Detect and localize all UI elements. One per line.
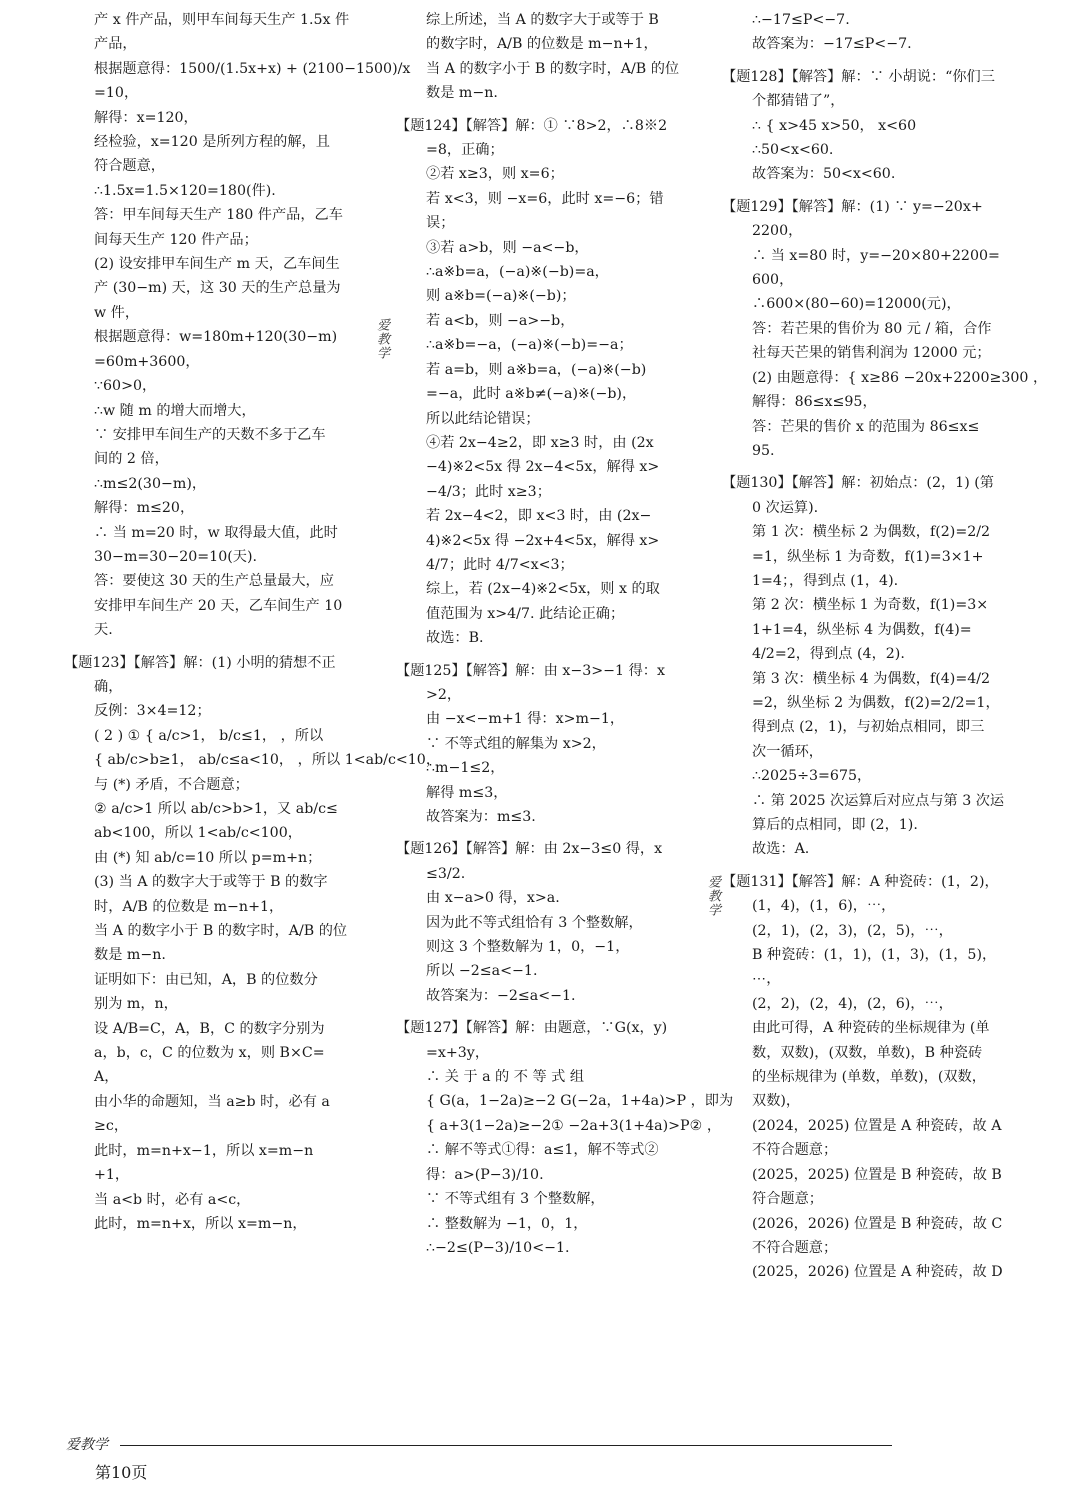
- text-line: 间每天生产 120 件产品；: [94, 231, 258, 248]
- text-line: ∴−2≤(P−3)/10<−1.: [426, 1239, 570, 1256]
- text-line: (1，4)，(1，6)，⋯，: [752, 898, 896, 915]
- footer-divider: [120, 1445, 892, 1446]
- text-line: ∴600×(80−60)=12000(元)，: [752, 296, 961, 313]
- text-line: ∴ 当 m=20 时，w 取得最大值，此时: [94, 524, 338, 541]
- text-line: =−a，此时 a※b≠(−a)※(−b)，: [426, 386, 637, 403]
- text-line: 确，: [94, 678, 123, 695]
- text-line: 若 2x−4<2，即 x<3 时，由 (2x−: [426, 508, 652, 525]
- text-line: ∴ { x>45 x>50， x<60: [752, 117, 917, 134]
- text-line: 算后的点相同，即 (2，1).: [752, 817, 918, 833]
- text-line: +1，: [94, 1167, 130, 1184]
- text-line: =8，正确；: [426, 142, 504, 159]
- text-line: 解得：86≤x≤95，: [752, 394, 877, 411]
- text-line: 答：甲车间每天生产 180 件产品，乙车: [94, 207, 343, 224]
- text-line: 的坐标规律为 (单数，单数)，(双数，: [752, 1069, 986, 1086]
- text-line: 符合题意；: [752, 1191, 823, 1208]
- text-line: =60m+3600，: [94, 353, 200, 370]
- question-heading: 【题123】【解答】解：(1) 小明的猜想不正: [64, 654, 336, 671]
- text-line: 综上所述，当 A 的数字大于或等于 B: [426, 12, 659, 28]
- text-line: =1，纵坐标 1 为奇数，f(1)=3×1+: [752, 548, 984, 565]
- text-line: 经检验，x=120 是所列方程的解，且: [94, 134, 330, 151]
- text-line: 的数字时，A/B 的位数是 m−n+1，: [426, 36, 658, 53]
- text-line: ∴w 随 m 的增大而增大，: [94, 402, 256, 419]
- text-line: 解得：m≤20，: [94, 500, 195, 517]
- text-line: { G(a，1−2a)≥−2 G(−2a，1+4a)>P ，即为: [426, 1093, 734, 1110]
- text-line: 所以此结论错误；: [426, 410, 540, 427]
- question-heading: 【题130】【解答】解：初始点：(2，1) (第: [722, 475, 994, 492]
- text-line: ( 2 ) ① { a/c>1， b/c≤1， ，所以: [94, 727, 324, 744]
- text-line: (2024，2025) 位置是 A 种瓷砖，故 A: [752, 1117, 1002, 1134]
- text-line: =2，纵坐标 2 为偶数，f(2)=2/2=1，: [752, 694, 1000, 711]
- text-line: 此时，m=n+x，所以 x=m−n，: [94, 1215, 307, 1232]
- text-line: 若 x<3，则 −x=6，此时 x=−6；错: [426, 190, 664, 207]
- question-heading: 【题127】【解答】解：由题意，∵G(x，y): [396, 1020, 668, 1037]
- question-heading: 【题131】【解答】解：A 种瓷砖：(1，2)，: [722, 873, 999, 890]
- text-line: 不符合题意；: [752, 1239, 838, 1256]
- text-line: ∴ 关 于 a 的 不 等 式 组: [426, 1069, 585, 1086]
- text-line: 第 3 次：横坐标 4 为偶数，f(4)=4/2: [752, 670, 991, 687]
- text-line: ∴m≤2(30−m)，: [94, 475, 207, 492]
- text-line: =x+3y，: [426, 1044, 490, 1061]
- column-right: [722, 8, 1048, 1285]
- text-line: 若 a<b，则 −a>−b，: [426, 312, 575, 329]
- text-line: 由小华的命题知，当 a≥b 时，必有 a: [94, 1093, 330, 1110]
- text-line: 产 x 件产品，则甲车间每天生产 1.5x 件: [94, 12, 350, 28]
- text-line: 综上，若 (2x−4)※2<5x，则 x 的取: [426, 581, 660, 598]
- text-line: ∵ 安排甲车间生产的天数不多于乙车: [94, 426, 326, 443]
- text-line: 95.: [752, 442, 775, 459]
- text-line: 别为 m，n，: [94, 996, 178, 1013]
- text-line: 若 a=b，则 a※b=a，(−a)※(−b): [426, 361, 647, 378]
- watermark-right: 爱教学: [705, 875, 720, 917]
- text-line: 此时，m=n+x−1，所以 x=m−n: [94, 1142, 314, 1159]
- text-line: { a+3(1−2a)≥−2① −2a+3(1+4a)>P② ，: [426, 1117, 722, 1134]
- watermark-left: 爱教学: [374, 318, 389, 360]
- text-line: 得到点 (2，1)，与初始点相同，即三: [752, 719, 985, 736]
- text-line: 则 a※b=(−a)※(−b)；: [426, 288, 576, 305]
- text-line: ∴ 第 2025 次运算后对应点与第 3 次运: [752, 792, 1005, 809]
- text-line: B 种瓷砖：(1，1)，(1，3)，(1，5)，: [752, 947, 997, 964]
- text-line: (3) 当 A 的数字大于或等于 B 的数字: [94, 874, 328, 891]
- text-line: 符合题意，: [94, 158, 165, 175]
- text-line: 4/2=2，得到点 (4，2).: [752, 646, 905, 663]
- text-line: (2025，2026) 位置是 A 种瓷砖，故 D: [752, 1264, 1003, 1281]
- question-heading: 【题124】【解答】解：① ∵8>2，∴8※2: [396, 117, 668, 134]
- text-line: ⋯，: [752, 971, 781, 988]
- text-line: −4/3；此时 x≥3；: [426, 483, 551, 500]
- text-line: 时，A/B 的位数是 m−n+1，: [94, 898, 284, 915]
- text-line: ∵ 不等式组有 3 个整数解，: [426, 1191, 605, 1208]
- text-line: 由此可得，A 种瓷砖的坐标规律为 (单: [752, 1020, 990, 1037]
- text-line: ≥c，: [94, 1118, 129, 1135]
- text-line: 600，: [752, 272, 794, 289]
- text-line: 不符合题意；: [752, 1142, 838, 1159]
- text-line: 则这 3 个整数解为 1，0，−1，: [426, 939, 630, 956]
- text-line: 4)※2<5x 得 −2x+4<5x，解得 x>: [426, 532, 660, 549]
- text-line: 答：芒果的售价 x 的范围为 86≤x≤: [752, 418, 980, 435]
- text-line: (2025，2025) 位置是 B 种瓷砖，故 B: [752, 1166, 1002, 1183]
- text-line: 所以 −2≤a<−1.: [426, 963, 538, 980]
- text-line: 2200，: [752, 223, 803, 240]
- text-line: 故答案为：−2≤a<−1.: [426, 987, 576, 1004]
- text-line: 数，双数)，(双数，单数)，B 种瓷砖: [752, 1044, 983, 1061]
- text-line: 当 a<b 时，必有 a<c，: [94, 1191, 251, 1208]
- text-line: 得：a>(P−3)/10.: [426, 1166, 544, 1183]
- text-line: 当 A 的数字小于 B 的数字时，A/B 的位: [426, 60, 680, 77]
- text-line: 故选：B.: [426, 630, 484, 647]
- question-heading: 【题126】【解答】解：由 2x−3≤0 得，x: [396, 841, 663, 858]
- text-line: 因为此不等式组恰有 3 个整数解，: [426, 914, 643, 931]
- text-line: 产 (30−m) 天，这 30 天的生产总量为: [94, 280, 341, 297]
- text-line: ∴a※b=a，(−a)※(−b)=a，: [426, 264, 609, 281]
- text-line: ③若 a>b，则 −a<−b，: [426, 239, 589, 256]
- footer-logo: 爱教学: [66, 1437, 108, 1453]
- text-line: ≤3/2.: [426, 865, 466, 882]
- text-line: 天.: [94, 622, 113, 639]
- text-line: 间的 2 倍，: [94, 451, 169, 468]
- text-line: 根据题意得：1500/(1.5x+x) + (2100−1500)/x: [94, 60, 411, 77]
- question-heading: 【题128】【解答】解：∵ 小胡说：“你们三: [722, 68, 995, 85]
- question-heading: 【题125】【解答】解：由 x−3>−1 得：x: [396, 662, 665, 679]
- text-line: 当 A 的数字小于 B 的数字时，A/B 的位: [94, 923, 348, 940]
- text-line: ∴m−1≤2，: [426, 760, 505, 777]
- page-number: 第10页: [95, 1463, 148, 1482]
- text-line: ∵60>0，: [94, 378, 157, 395]
- text-line: 第 1 次：横坐标 2 为偶数，f(2)=2/2: [752, 524, 991, 541]
- text-line: >2，: [426, 686, 462, 703]
- text-line: 由 x−a>0 得，x>a.: [426, 890, 560, 907]
- text-line: 故答案为：50<x<60.: [752, 166, 896, 183]
- text-line: (2) 设安排甲车间生产 m 天，乙车间生: [94, 256, 340, 273]
- text-line: 由 −x<−m+1 得：x>m−1，: [426, 711, 625, 728]
- text-line: 答：若芒果的售价为 80 元 / 箱，合作: [752, 320, 992, 337]
- text-line: 数是 m−n.: [426, 85, 498, 102]
- text-line: 误；: [426, 215, 455, 232]
- text-line: −4)※2<5x 得 2x−4<5x，解得 x>: [426, 459, 660, 476]
- text-line: ∴a※b=−a，(−a)※(−b)=−a；: [426, 337, 633, 354]
- text-line: { ab/c>b≥1， ab/c≤a<10， ，所以 1<ab/c<10，: [94, 752, 441, 769]
- text-line: 次一循环，: [752, 743, 823, 760]
- text-line: 解得：x=120，: [94, 109, 198, 126]
- text-line: 社每天芒果的销售利润为 12000 元；: [752, 345, 991, 362]
- text-line: 4/7；此时 4/7<x<3；: [426, 556, 574, 573]
- text-line: (2026，2026) 位置是 B 种瓷砖，故 C: [752, 1215, 1003, 1232]
- text-line: 个都猜错了”，: [752, 93, 845, 110]
- text-line: ∴2025÷3=675，: [752, 768, 872, 785]
- text-line: (2，1)，(2，3)，(2，5)，⋯，: [752, 922, 953, 939]
- text-line: 30−m=30−20=10(天).: [94, 548, 257, 565]
- text-line: =10，: [94, 85, 139, 102]
- text-line: w 件，: [94, 304, 140, 321]
- text-line: (2，2)，(2，4)，(2，6)，⋯，: [752, 995, 953, 1012]
- text-line: 数是 m−n.: [94, 947, 166, 964]
- text-line: 第 2 次：横坐标 1 为奇数，f(1)=3×: [752, 597, 989, 614]
- text-line: 故答案为：−17≤P<−7.: [752, 36, 912, 53]
- text-line: 解得 m≤3，: [426, 784, 508, 801]
- text-line: 双数)，: [752, 1093, 801, 1110]
- text-line: ④若 2x−4≥2，即 x≥3 时，由 (2x: [426, 434, 654, 451]
- text-line: 答：要使这 30 天的生产总量最大，应: [94, 573, 334, 590]
- text-line: ∵ 不等式组的解集为 x>2，: [426, 735, 606, 752]
- text-line: 故选：A.: [752, 841, 810, 858]
- text-line: 与 (*) 矛盾，不合题意；: [94, 776, 249, 793]
- text-line: 证明如下：由已知，A，B 的位数分: [94, 971, 318, 988]
- text-line: (2) 由题意得：{ x≥86 −20x+2200≥300 ，: [752, 369, 1048, 386]
- text-line: ∴−17≤P<−7.: [752, 12, 850, 28]
- text-line: ②若 x≥3，则 x=6；: [426, 166, 564, 183]
- text-line: ∴ 解不等式①得：a≤1，解不等式②: [426, 1142, 659, 1159]
- question-heading: 【题129】【解答】解：(1) ∵ y=−20x+: [722, 198, 983, 215]
- text-line: ② a/c>1 所以 ab/c>b>1，又 ab/c≤: [94, 801, 338, 817]
- text-line: 值范围为 x>4/7. 此结论正确；: [426, 605, 625, 622]
- text-line: 设 A/B=C，A，B，C 的数字分别为: [94, 1020, 325, 1037]
- text-line: 根据题意得：w=180m+120(30−m): [94, 329, 338, 346]
- text-line: ab<100，所以 1<ab/c<100，: [94, 825, 302, 842]
- text-line: 1+1=4，纵坐标 4 为偶数，f(4)=: [752, 621, 972, 638]
- text-line: ∴50<x<60.: [752, 142, 834, 159]
- text-line: 反例：3×4=12；: [94, 703, 211, 720]
- text-line: 由 (*) 知 ab/c=10 所以 p=m+n；: [94, 849, 322, 866]
- text-line: ∴ 整数解为 −1，0，1，: [426, 1215, 588, 1232]
- text-line: ∴ 当 x=80 时，y=−20×80+2200=: [752, 247, 1000, 264]
- text-line: 安排甲车间生产 20 天，乙车间生产 10: [94, 597, 343, 614]
- text-line: 产品，: [94, 36, 137, 53]
- text-line: ∴1.5x=1.5×120=180(件).: [94, 182, 276, 199]
- text-line: 故答案为：m≤3.: [426, 809, 536, 825]
- text-line: 1=4；，得到点 (1，4).: [752, 572, 899, 589]
- text-line: a，b，c，C 的位数为 x，则 B×C=: [94, 1045, 325, 1062]
- text-line: A，: [94, 1069, 119, 1086]
- text-line: 0 次运算).: [752, 499, 819, 516]
